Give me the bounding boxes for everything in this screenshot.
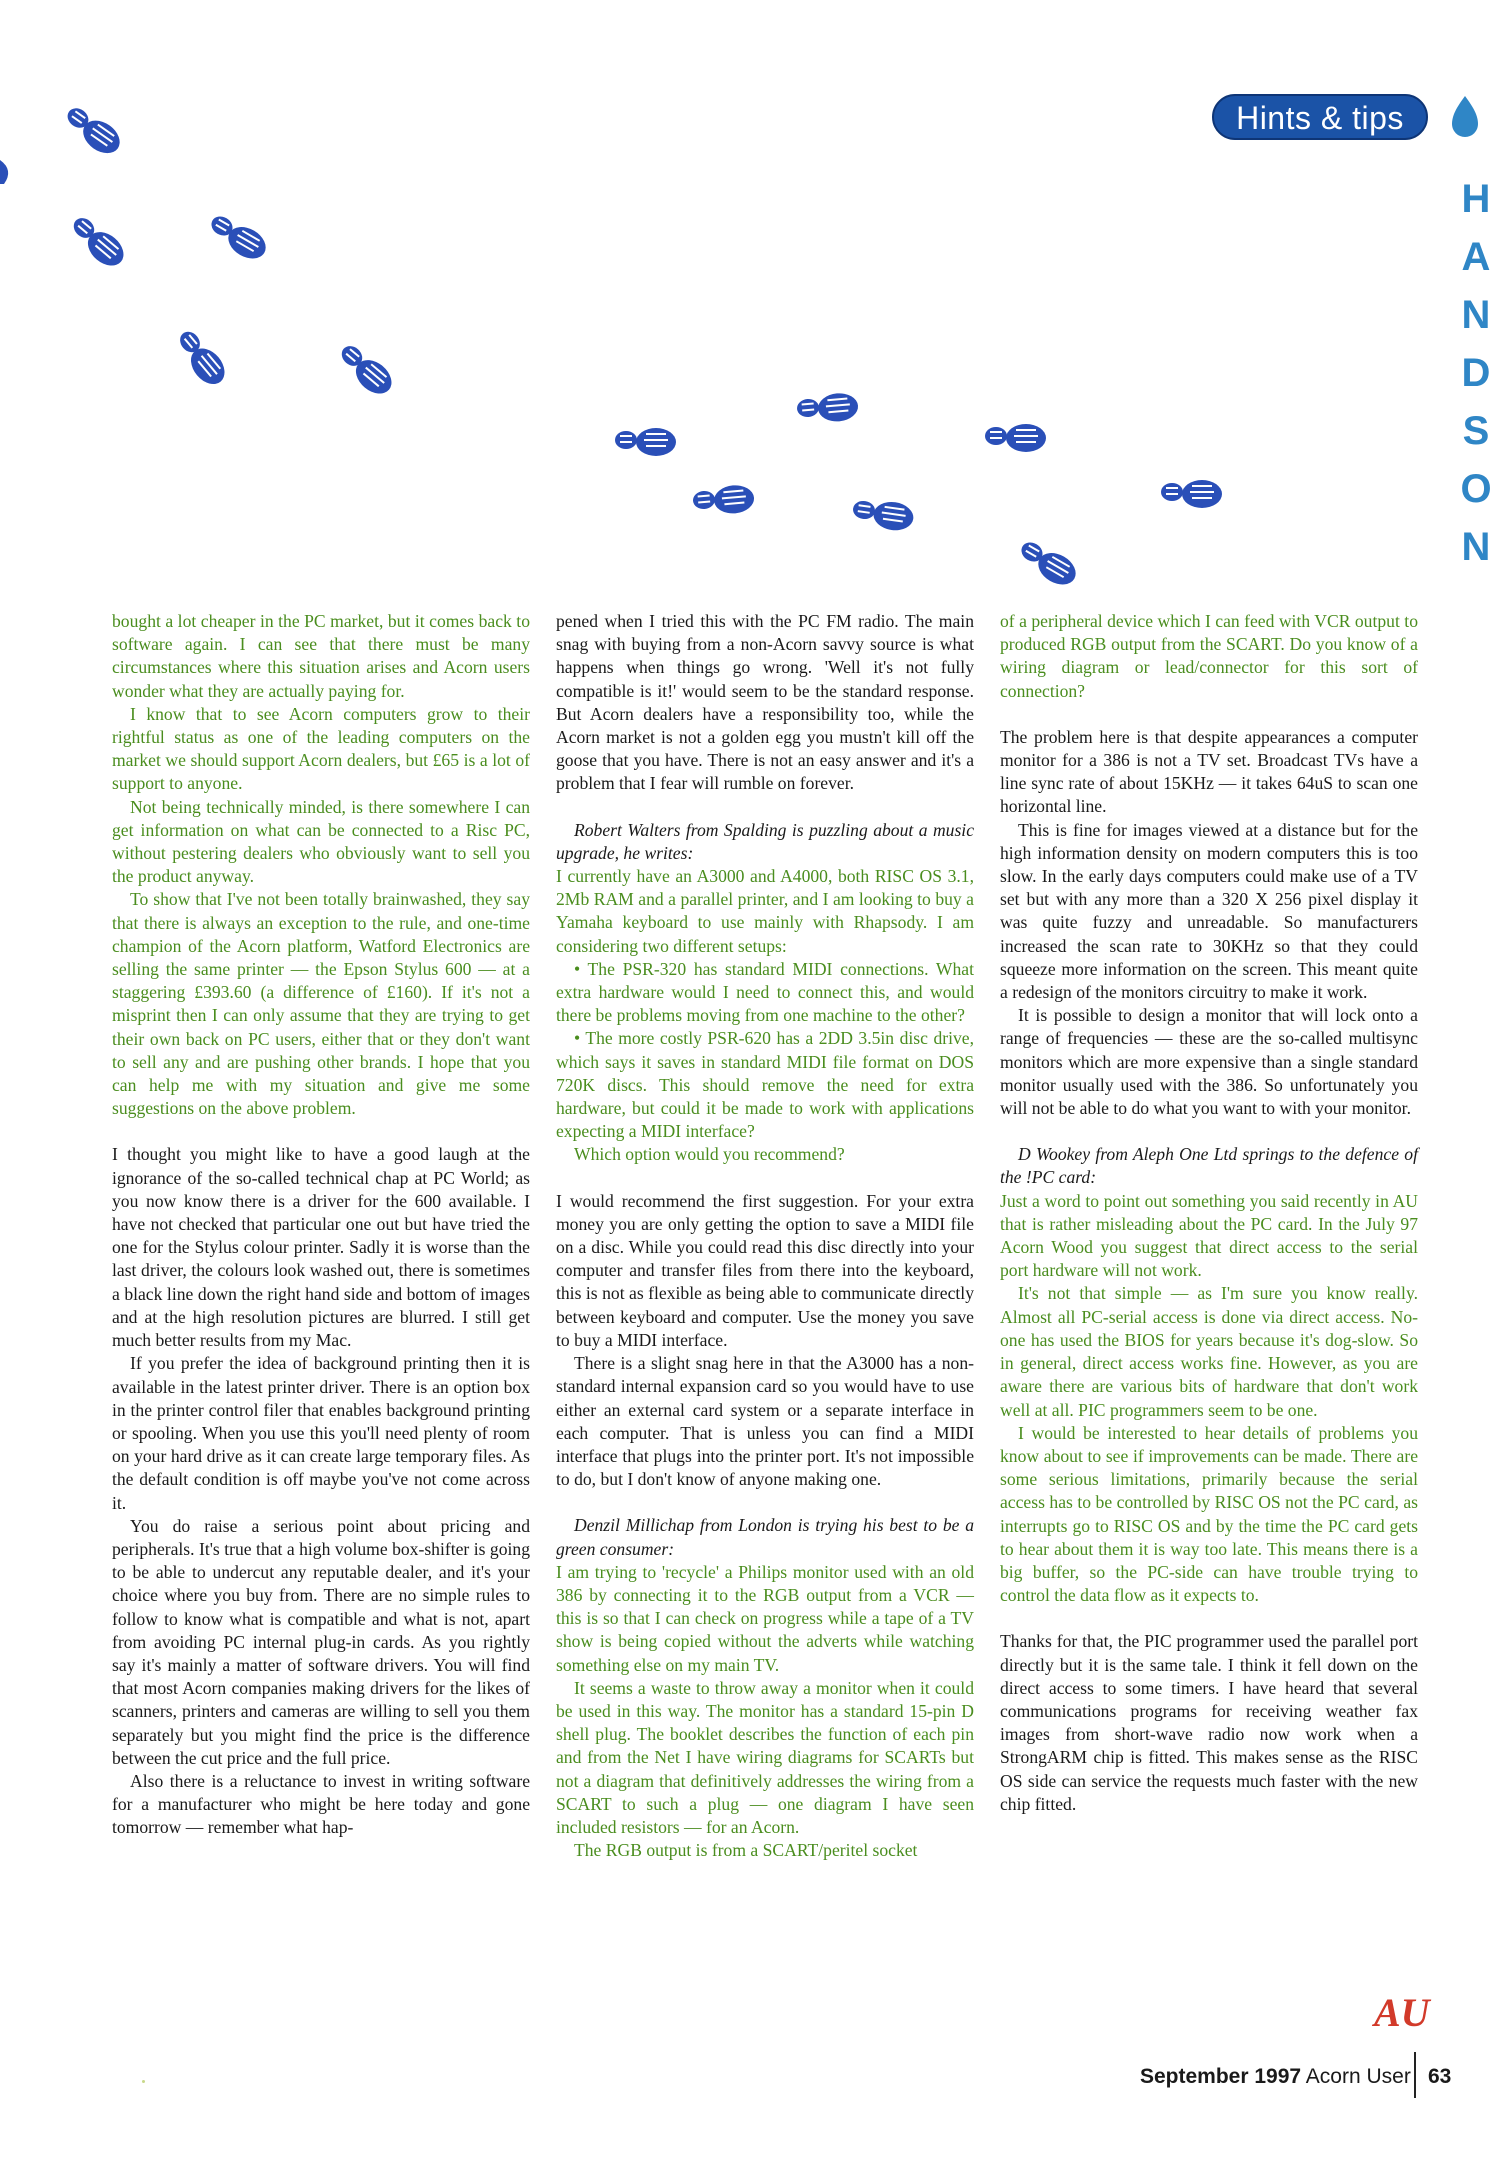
paragraph: Which option would you recommend? xyxy=(574,1144,845,1165)
footprint-icon xyxy=(171,326,232,391)
paragraph: It is possible to design a monitor that will lock onto a range of frequencies — these are the so-called multisync monitors which are more expensive than a single standard monitor usually used with the 386. So unfortunately you will not be able to do what you want to with your monitor. xyxy=(1000,1005,1418,1119)
issue-date: September 1997 xyxy=(1140,2065,1302,2088)
letter-intro: D Wookey from Aleph One Ltd springs to the defence of the !PC card: xyxy=(1000,1144,1418,1188)
paragraph: Just a word to point out something you said recently in AU that is rather misleading about the PC card. In the July 97 Acorn Wood you suggest that direct access to the serial port hardware will not work. xyxy=(1000,1190,1418,1281)
paragraph: Also there is a reluctance to invest in writing software for a manufacturer who might be here today and gone tomorrow — remember what hap- xyxy=(112,1770,530,1838)
side-letter: N xyxy=(1461,525,1491,569)
bullet-paragraph: • The more costly PSR-620 has a 2DD 3.5in disc drive, which says it saves in standard MIDI file format on DOS 720K discs. This should remove the need for extra hardware, but could it be made to work with applications expecting a MIDI interface? xyxy=(556,1028,974,1142)
paragraph: You do raise a serious point about pricing and peripherals. It's true that a high volume box-shifter is going to be able to undercut any reputable dealer, and it's your choice where you buy from. There are no simple rules to follow to know what is compatible and what is not, apart from avoiding PC internal plug-in cards. As you rightly say it's mainly a matter of software drivers. You will find that most Acorn companies making drivers for the likes of scanners, printers and cameras are willing to sell you them separately but you might find the price is the difference between the cut price and the full price. xyxy=(112,1515,530,1768)
side-letter: D xyxy=(1461,351,1491,395)
paragraph: It seems a waste to throw away a monitor when it could be used in this way. The monitor has a standard 15-pin D shell plug. The booklet describes the function of each pin and from the Net I have wiring diagrams for SCARTs but not a diagram that definitively addresses the wiring from a SCART to such a plug — one diagram I have seen included resistors — for an Acorn. xyxy=(556,1677,974,1837)
footprint-icon xyxy=(796,392,859,425)
side-letter: A xyxy=(1461,235,1491,279)
letter-intro: Robert Walters from Spalding is puzzling about a music upgrade, he writes: xyxy=(556,819,974,863)
paragraph: I thought you might like to have a good laugh at the ignorance of the so-called technical chap at PC World; as you now know there is a driver for the 600 available. I have not checked that particular one out but have tried the one for the Stylus colour printer. Sadly it is worse than the last driver, the colours look washed out, there is sometimes a black line down the right hand side and bottom of images and at the high resolution pictures are blurred. I still get much better results from my Mac. xyxy=(112,1144,530,1351)
letter-text xyxy=(1000,1190,1418,1608)
footprint-icon xyxy=(1014,536,1081,591)
paragraph: I know that to see Acorn computers grow to their rightful status as one of the leading computers on the market we should support Acorn dealers, but £65 is a lot of support to anyone. xyxy=(112,703,530,794)
footprint-icon xyxy=(985,424,1046,452)
paragraph: of a peripheral device which I can feed with VCR output to produced RGB output from the SCART. Do you know of a wiring diagram or lead/connector for this sort of connection? xyxy=(1000,611,1418,701)
magazine-name: Acorn User xyxy=(1305,2065,1411,2088)
footprint-icon xyxy=(1161,480,1222,508)
paragraph: pened when I tried this with the PC FM radio. The main snag with buying from a non-Acorn savvy source is what happens when things go wrong. 'Well it's not fully compatible is it!' would seem to be the standard response. But Acorn dealers have a responsibility too, while the Acorn market is not a golden egg you mustn't kill off the goose that you have. There is not an easy answer and it's a problem that I fear will rumble on forever. xyxy=(556,611,974,794)
paragraph: It's not that simple — as I'm sure you know really. Almost all PC-serial access is done via direct access. No-one has used the BIOS for years because it's dog-slow. So in general, direct access works fine. However, as you are aware there are various bits of hardware that don't work well at all. PIC programmers seem to be one. xyxy=(1000,1283,1418,1420)
column-3 xyxy=(1000,610,1418,1816)
footer-divider xyxy=(1414,2052,1416,2098)
footprint-icon xyxy=(204,210,271,265)
paragraph: This is fine for images viewed at a distance but for the high information density on modern computers this is too slow. In the early days computers could make use of a TV set but with any more than a 320 X 256 pixel display it was quite fuzzy and unreadable. So manufacturers increased the scan rate to 30KHz so that they could squeeze more information on the screen. This meant quite a redesign of the monitors circuitry to make it work. xyxy=(1000,819,1418,1003)
side-letter: H xyxy=(1461,177,1491,221)
paragraph: I currently have an A3000 and A4000, both RISC OS 3.1, 2Mb RAM and a parallel printer, and I am looking to buy a Yamaha keyboard to use mainly with Rhapsody. I am considering two different setups: xyxy=(556,866,974,956)
droplet-icon xyxy=(1452,96,1478,138)
side-letter: N xyxy=(1461,293,1491,337)
footprint-icon xyxy=(333,340,398,401)
paragraph: bought a lot cheaper in the PC market, but it comes back to software again. I can see that there must be many circumstances where this situation arises and Acorn users wonder what they are actually paying for. xyxy=(112,611,530,701)
side-label-hands-on xyxy=(1454,170,1498,576)
bullet-paragraph: • The PSR-320 has standard MIDI connections. What extra hardware would I need to connect this, and would there be problems moving from one machine to the other? xyxy=(556,958,974,1026)
paragraph: There is a slight snag here in that the A3000 has a non-standard internal expansion card so you would have to use either an external card system or a separate interface in each computer. That is unless you can find a MIDI interface that plugs into the printer port. It's not impossible to do, but I don't know of anyone making one. xyxy=(556,1353,974,1490)
paragraph: To show that I've not been totally brainwashed, they say that there is always an exception to the rule, and one-time champion of the Acorn platform, Watford Electronics are selling the same printer — the Epson Stylus 600 — at a staggering £393.60 (a difference of £160). If it's not a misprint then I can only assume that they are trying to get their own back on PC users, either that or they don't want to sell any and are pushing other brands. I hope that you can help me with my situation and give me some suggestions on the above problem. xyxy=(112,889,530,1119)
footprint-icon xyxy=(615,428,676,456)
footprint-icon xyxy=(692,484,755,517)
letter-text xyxy=(1000,610,1418,703)
paragraph: Thanks for that, the PIC programmer used the parallel port directly but it is the same tale. I think it fell down on the direct access to some timers. I have heard that several communications programs for receiving weather fax images from short-wave radio now work when a StrongARM chip is fitted. This makes sense as the RISC OS side can service the requests much faster with the new chip fitted. xyxy=(1000,1631,1418,1814)
page-number: 63 xyxy=(1428,2065,1452,2088)
paragraph: I would recommend the first suggestion. For your extra money you are only getting the option to save a MIDI file on a disc. While you could read this disc directly into your computer and transfer files from there into the keyboard, this is not as flexible as being able to communicate directly between keyboard and computer. Use the money you save to buy a MIDI interface. xyxy=(556,1190,974,1350)
side-letter: O xyxy=(1460,467,1492,511)
column-2 xyxy=(556,610,974,1862)
partial-footprint-icon xyxy=(0,160,8,184)
section-badge: Hints & tips xyxy=(1212,94,1428,140)
letter-intro: Denzil Millichap from London is trying his best to be a green consumer: xyxy=(556,1515,974,1559)
paragraph: Not being technically minded, is there somewhere I can get information on what can be connected to a Risc PC, without pestering dealers who obviously want to sell you the product anyway. xyxy=(112,796,530,887)
letter-text xyxy=(556,865,974,1167)
letter-text xyxy=(556,1561,974,1863)
paragraph: The problem here is that despite appearances a computer monitor for a 386 is not a TV set. Broadcast TVs have a line sync rate of about 15KHz — it takes 64uS to scan one horizontal line. xyxy=(1000,726,1418,817)
print-speck xyxy=(142,2080,145,2083)
side-letter: S xyxy=(1462,409,1490,453)
paragraph: If you prefer the idea of background printing then it is available in the latest printer driver. There is an option box in the printer control filer that enables background printing or spooling. When you use this you'll need plenty of room on your hard drive as it can create large temporary files. As the default condition is off maybe you've not come across it. xyxy=(112,1353,530,1513)
footprint-icon xyxy=(851,497,915,533)
paragraph: The RGB output is from a SCART/peritel socket xyxy=(574,1840,918,1861)
page-footer xyxy=(1140,2062,1411,2092)
paragraph: I would be interested to hear details of problems you know about to see if improvements can be made. There are some serious limitations, primarily because the serial access has to be controlled by RISC OS not the PC card, as interrupts go to RISC OS and by the time the PC card gets to hear about them it is way too late. This means there is a big buffer, so the PC-side can have trouble trying to control the data flow as it expects to. xyxy=(1000,1422,1418,1606)
letter-text xyxy=(112,610,530,1120)
footprint-icon xyxy=(65,212,130,273)
paragraph: I am trying to 'recycle' a Philips monitor used with an old 386 by connecting it to the RGB output from a VCR — this is so that I can check on progress while a tape of a TV show is being copied without the adverts while watching something else on my main TV. xyxy=(556,1561,974,1675)
end-mark-logo: AU xyxy=(1374,1990,1430,2035)
footprint-icon xyxy=(60,102,126,160)
column-1 xyxy=(112,610,530,1840)
